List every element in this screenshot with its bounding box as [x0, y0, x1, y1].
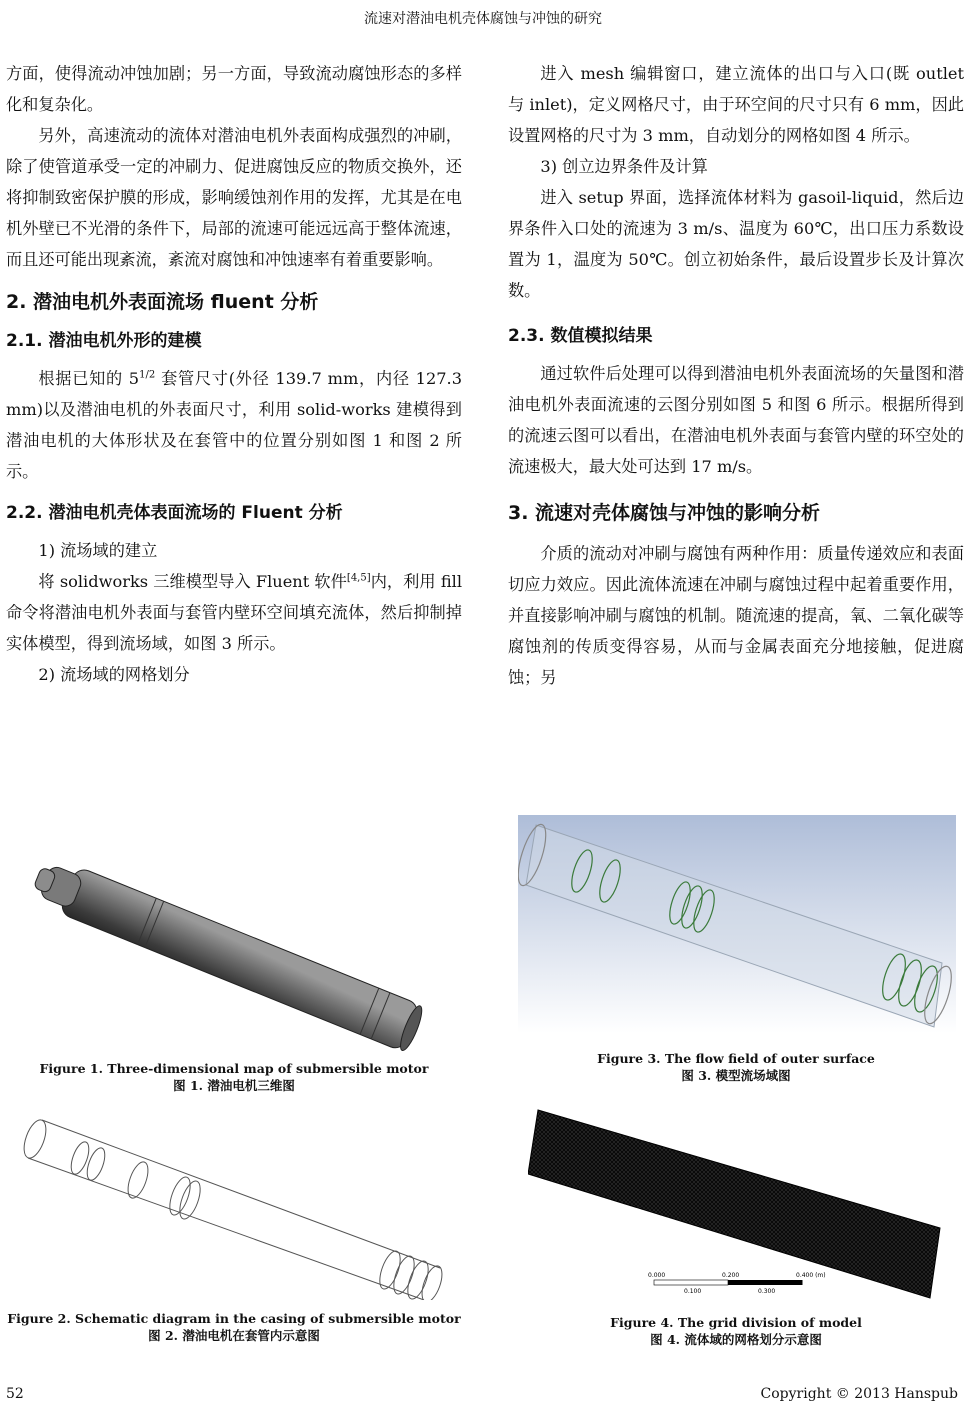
figure-4-mesh: [528, 1108, 948, 1302]
figure-1-caption: [6, 1060, 462, 1094]
superscript: 1/2: [139, 369, 156, 381]
copyright: Copyright © 2013 Hanspub: [760, 1386, 958, 1402]
page-number: 52: [6, 1386, 24, 1402]
paragraph: 介质的流动对冲刷与腐蚀有两种作用：质量传递效应和表面切应力效应。因此流体流速在冲刷与腐蚀过程中起着重要作用，并直接影响冲刷与腐蚀的机制。随流速的提高，氧、二氧化碳等腐蚀剂的传质变得容易，从而与金属表面充分地接触，促进腐蚀；另: [508, 544, 964, 687]
citation: [4,5]: [346, 572, 371, 584]
caption-en: Figure 1. Three-dimensional map of submersible motor: [39, 1061, 429, 1076]
paragraph: 1) 流场域的建立: [38, 541, 158, 560]
text-run: 将 solidworks 三维模型导入 Fluent 软件: [38, 572, 347, 591]
section-heading-2: 2. 潜油电机外表面流场 fluent 分析: [6, 291, 319, 313]
section-heading-2-3: 2.3. 数值模拟结果: [508, 326, 653, 346]
scale-label: 0.400 (m): [796, 1272, 826, 1279]
text-run: 套管尺寸(外径 139.7 mm，内径 127.3 mm)以及潜油电机的外表面尺寸，利用 solid-works 建模得到潜油电机的大体形状及在套管中的位置分别如图 1 和图 2 所示。: [6, 369, 462, 481]
caption-en: Figure 3. The flow field of outer surface: [597, 1051, 875, 1066]
text-run: 内，利用 fill 命令将潜油电机外表面与套管内壁环空间填充流体，然后抑制掉实体模型，得到流场域，如图 3 所示。: [6, 572, 463, 653]
meshed-domain: [528, 1110, 940, 1298]
figure-1-motor-3d: [20, 862, 450, 1052]
section-heading-2-1: 2.1. 潜油电机外形的建模: [6, 331, 202, 351]
paragraph: [6, 566, 462, 659]
casing-line: [42, 1120, 440, 1268]
paragraph: 3) 创立边界条件及计算: [540, 157, 708, 176]
scale-label: 0.100: [684, 1288, 702, 1295]
caption-en: Figure 2. Schematic diagram in the casing of submersible motor: [7, 1311, 461, 1326]
paragraph: 进入 mesh 编辑窗口，建立流体的出口与入口(既 outlet 与 inlet)，定义网格尺寸，由于环空间的尺寸只有 6 mm，因此设置网格的尺寸为 3 mm，自动划分的网格如图 4 所示。: [508, 64, 964, 145]
paragraph: 通过软件后处理可以得到潜油电机外表面流场的矢量图和潜油电机外表面流速的云图分别如图 5 和图 6 所示。根据所得到的流速云图可以看出，在潜油电机外表面与套管内壁的环空处的流速极大，最大处可达到 17 m/s。: [508, 364, 964, 476]
running-title: 流速对潜油电机壳体腐蚀与冲蚀的研究: [364, 11, 602, 27]
paragraph: 进入 setup 界面，选择流体材料为 gasoil-liquid，然后边界条件入口处的流速为 3 m/s、温度为 60℃，出口压力系数设置为 1，温度为 50℃。创立初始条件，最后设置步长及计算次数。: [508, 188, 964, 300]
scale-label: 0.300: [758, 1288, 776, 1295]
paragraph: 另外，高速流动的流体对潜油电机外表面构成强烈的冲刷，除了使管道承受一定的冲刷力、促进腐蚀反应的物质交换外，还将抑制致密保护膜的形成，影响缓蚀剂作用的发挥，尤其是在电机外壁已不光滑的条件下，局部的流速可能远远高于整体流速，而且还可能出现紊流，紊流对腐蚀和冲蚀速率有着重要影响。: [6, 126, 462, 269]
section-heading-3: 3. 流速对壳体腐蚀与冲蚀的影响分析: [508, 502, 821, 524]
caption-zh: 图 1. 潜油电机三维图: [173, 1078, 295, 1093]
scale-bar: [648, 1272, 826, 1295]
caption-en: Figure 4. The grid division of model: [610, 1315, 862, 1330]
caption-zh: 图 3. 模型流场域图: [681, 1068, 791, 1083]
caption-zh: 图 4. 流体域的网格划分示意图: [650, 1332, 822, 1347]
paragraph: [6, 363, 462, 487]
figure-4-caption: [508, 1314, 964, 1348]
section-heading-2-2: 2.2. 潜油电机壳体表面流场的 Fluent 分析: [6, 503, 343, 523]
figure-2-caption: [6, 1310, 462, 1344]
figure-2-casing-schematic: [20, 1110, 450, 1300]
scale-label: 0.000: [648, 1272, 666, 1279]
caption-zh: 图 2. 潜油电机在套管内示意图: [148, 1328, 320, 1343]
motor-body: [28, 862, 426, 1052]
text-run: 根据已知的 5: [38, 369, 140, 388]
left-column: [6, 58, 462, 690]
right-column: [508, 58, 964, 693]
paragraph: 方面，使得流动冲蚀加剧；另一方面，导致流动腐蚀形态的多样化和复杂化。: [6, 64, 462, 114]
paragraph: 2) 流场域的网格划分: [38, 665, 190, 684]
scale-label: 0.200: [722, 1272, 740, 1279]
casing-end: [20, 1117, 50, 1161]
figure-3-caption: [508, 1050, 964, 1084]
figure-3-flow-field: [518, 815, 956, 1033]
casing-line: [28, 1158, 424, 1300]
